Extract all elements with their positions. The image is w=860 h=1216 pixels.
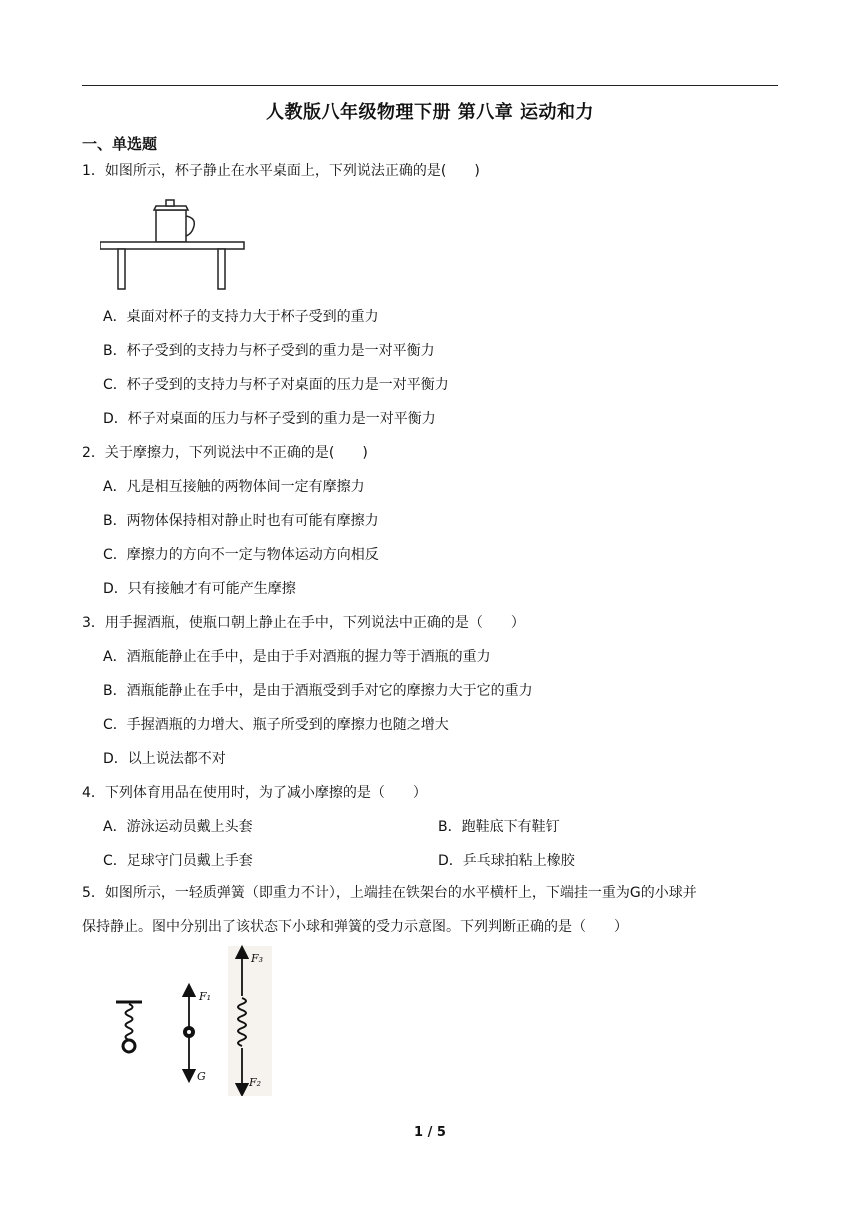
question-3-option-b: B．酒瓶能静止在手中，是由于酒瓶受到手对它的摩擦力大于它的重力 <box>103 683 533 699</box>
question-1-option-c: C．杯子受到的支持力与杯子对桌面的压力是一对平衡力 <box>103 377 449 393</box>
hanging-spring-diagram <box>116 1002 142 1052</box>
force-label-g: G <box>197 1070 206 1083</box>
question-3-stem: 3．用手握酒瓶，使瓶口朝上静止在手中，下列说法中正确的是（ ） <box>82 615 525 631</box>
question-1-option-d: D．杯子对桌面的压力与杯子受到的重力是一对平衡力 <box>103 411 436 427</box>
force-label-f3: F₃ <box>251 952 264 965</box>
page-number: 1 / 5 <box>414 1125 446 1140</box>
question-2-option-c: C．摩擦力的方向不一定与物体运动方向相反 <box>103 547 379 563</box>
question-4-stem: 4．下列体育用品在使用时，为了减小摩擦的是（ ） <box>82 785 427 801</box>
spring-force-diagram <box>228 946 272 1096</box>
question-5-stem-line-1: 5．如图所示，一轻质弹簧（即重力不计），上端挂在铁架台的水平横杆上，下端挂一重为G的小球并 <box>82 885 697 901</box>
question-3-option-a: A．酒瓶能静止在手中，是由于手对酒瓶的握力等于酒瓶的重力 <box>103 649 491 665</box>
section-heading: 一、单选题 <box>82 135 158 153</box>
cup-on-table-figure <box>100 196 246 290</box>
question-5-stem-line-2: 保持静止。图中分别出了该状态下小球和弹簧的受力示意图。下列判断正确的是（ ） <box>82 919 628 935</box>
question-4-option-a: A．游泳运动员戴上头套 <box>103 819 253 835</box>
question-2-option-a: A．凡是相互接触的两物体间一定有摩擦力 <box>103 479 365 495</box>
question-4-option-c: C．足球守门员戴上手套 <box>103 853 253 869</box>
header-rule <box>82 85 778 86</box>
force-label-f1: F₁ <box>199 990 212 1003</box>
question-1-option-b: B．杯子受到的支持力与杯子受到的重力是一对平衡力 <box>103 343 435 359</box>
question-4-option-b: B．跑鞋底下有鞋钉 <box>438 819 560 835</box>
spring-ball-figure <box>108 944 278 1096</box>
question-2-option-b: B．两物体保持相对静止时也有可能有摩擦力 <box>103 513 379 529</box>
ball-force-diagram <box>183 990 211 1083</box>
question-3-option-d: D．以上说法都不对 <box>103 751 226 767</box>
question-2-stem: 2．关于摩擦力，下列说法中不正确的是( ) <box>82 445 368 461</box>
page-title: 人教版八年级物理下册 第八章 运动和力 <box>265 102 595 123</box>
question-1-option-a: A．桌面对杯子的支持力大于杯子受到的重力 <box>103 309 379 325</box>
question-2-option-d: D．只有接触才有可能产生摩擦 <box>103 581 296 597</box>
question-5-stem <box>82 876 780 944</box>
question-4-option-d: D．乒乓球拍粘上橡胶 <box>438 853 575 869</box>
force-label-f2: F₂ <box>249 1076 262 1089</box>
question-1-stem: 1．如图所示，杯子静止在水平桌面上，下列说法正确的是( ) <box>82 163 480 179</box>
question-3-option-c: C．手握酒瓶的力增大、瓶子所受到的摩擦力也随之增大 <box>103 717 449 733</box>
